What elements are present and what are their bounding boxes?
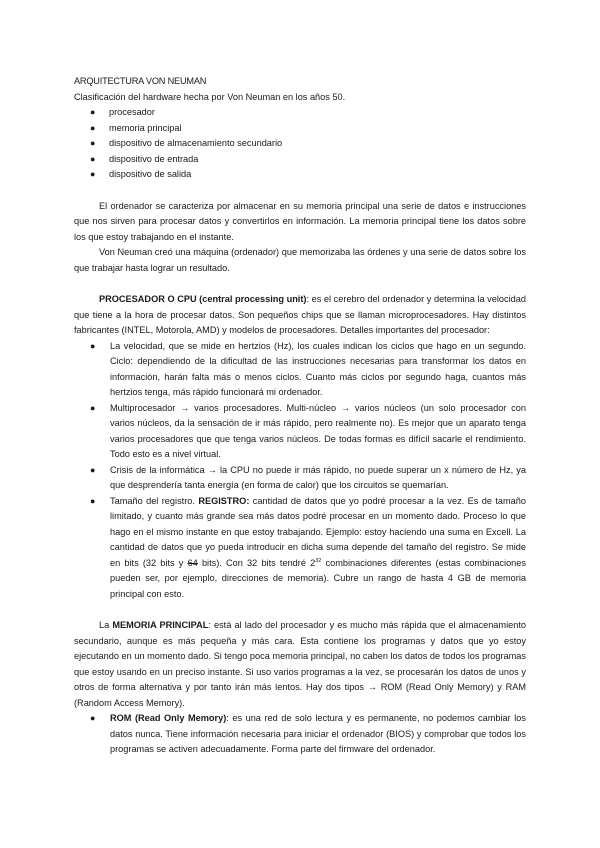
bullet-icon: ● [90, 713, 96, 723]
list-item: ● Tamaño del registro. REGISTRO: cantidad de datos que yo podré procesar a la vez. Es de tamaño limitado, y cuanto más grande sea más datos podré procesar en un momento dado. Proceso lo que hago en el mismo instante en que estoy trabajando. Ejemplo: estoy haciendo una suma en Excell. La cantidad de datos que yo pueda introducir en dicha suma depende del tamaño del registro. Se mide en bits (32 bits y 64 bits). Con 32 bits tendré $2^{32}$ combinaciones diferentes (estas combinaciones pueden ser, por ejemplo, direcciones de memoria). Cubre un rango de hasta 4 GB de memoria principal con esto. [90, 495, 526, 599]
memoria-types-list [74, 711, 526, 758]
list-item: ● procesador [74, 105, 526, 121]
list-item: ● dispositivo de almacenamiento secundario [74, 136, 526, 152]
intro-paragraph-2: Von Neuman creó una máquina (ordenador) que memorizaba las órdenes y una serie de datos sobre los que trabajar hasta lograr un resultado. [74, 247, 526, 273]
list-item: ● ROM (Read Only Memory): es una red de solo lectura y es permanente, no podemos cambiar los datos nunca. Tiene información necesaria para iniciar el ordenador (BIOS) y comprobar que todos los programas se activen adecuadamente. Forma parte del firmware del ordenador. [90, 713, 527, 754]
registro-term: REGISTRO: [198, 495, 250, 506]
cpu-paragraph [74, 292, 526, 339]
bullet-icon: ● [90, 107, 96, 117]
exponent: 32 [315, 557, 322, 564]
list-item: ● Multiprocesador → varios procesadores. Multi-núcleo → varios núcleos (un solo procesador con varios núcleos, da la sensación de ir más rápido, pero realmente no). Es mejor que un aparato tenga varios procesadores que que tenga varios núcleos. De todas formas es difícil sacarle el rendimiento. Todo esto es a nivel virtual. [90, 402, 526, 459]
struck-value: 64 [187, 557, 198, 568]
document-subtitle: Clasificación del hardware hecha por Von Neuman en los años 50. [74, 91, 346, 102]
memoria-paragraph: La MEMORIA PRINCIPAL: está al lado del procesador y es mucho más rápida que el almacenamiento secundario, aunque es más pequeña y más cara. Esta contiene los programas y datos que yo estoy ejecutando en un momento dado. Si tengo poca memoria principal, no caben los datos de todos los programas que estoy usando en un preciso instante. Si uso varios programas a la vez, se procesarán los datos de unos y otros de forma alternativa y por tanto irán más lentos. Hay dos tipos → ROM (Read Only Memory) y RAM (Random Access Memory). [74, 620, 526, 708]
cpu-details-list [74, 339, 526, 603]
document-body [74, 74, 526, 758]
bullet-icon: ● [90, 122, 96, 133]
list-item: ● memoria principal [74, 121, 526, 137]
list-item: ● Crisis de la informática → la CPU no puede ir más rápido, no puede superar un x número de Hz, ya que desprendería tanta energía (en forma de calor) que los circuitos se quemarían. [90, 464, 526, 490]
bullet-icon: ● [90, 495, 96, 506]
bullet-icon: ● [90, 340, 96, 351]
memoria-text: : está al lado del procesador y es mucho más rápida que el almacenamiento secundario, aunque es más pequeña y más cara. Esta contiene los programas y datos que yo estoy ejecutando en un momento dado. Si tengo poca memoria principal, no caben los datos de todos los programas que estoy usando en un preciso instante. Si uso varios programas a la vez, se procesarán los datos de unos y otros de forma alternativa y por tanto irán más lentos. Hay dos tipos → ROM (Read Only Memory) y RAM (Random Access Memory). [74, 620, 526, 708]
list-item: ● La velocidad, que se mide en hertzios (Hz), los cuales indican los ciclos que hago en un segundo. Ciclo: dependiendo de la dificultad de las instrucciones necesarias para transformar los datos en información, harán falta más o menos ciclos. Cuanto más ciclos por segundo haga, cuantos más hertzios tenga, más rápido funcionará mi ordenador. [90, 340, 526, 397]
intro-paragraph-1: El ordenador se caracteriza por almacenar en su memoria principal una serie de datos e instrucciones que nos sirven para procesar datos y convertirlos en información. La memoria principal tiene los datos sobre los que estoy trabajando en el instante. [74, 200, 526, 242]
memoria-heading: MEMORIA PRINCIPAL [112, 620, 209, 630]
list-item: ● dispositivo de entrada [74, 152, 526, 168]
cpu-heading: PROCESADOR O CPU (central processing unit) [99, 294, 307, 304]
document-title: ARQUITECTURA VON NEUMAN [74, 76, 207, 86]
components-list [74, 105, 526, 183]
bullet-icon: ● [90, 138, 96, 148]
bullet-icon: ● [90, 402, 96, 413]
cpu-text: : es el cerebro del ordenador y determina la velocidad que tiene a la hora de procesar datos. Son pequeños chips que se llaman microprocesadores. Hay distintos fabricantes (INTEL, Motorola, AMD) y modelos de procesadores. Detalles importantes del procesador: [74, 294, 526, 335]
bullet-icon: ● [90, 153, 96, 164]
list-item: ● dispositivo de salida [74, 167, 526, 183]
bullet-icon: ● [90, 464, 96, 475]
rom-heading: ROM (Read Only Memory) [110, 713, 227, 723]
bullet-icon: ● [90, 169, 96, 179]
